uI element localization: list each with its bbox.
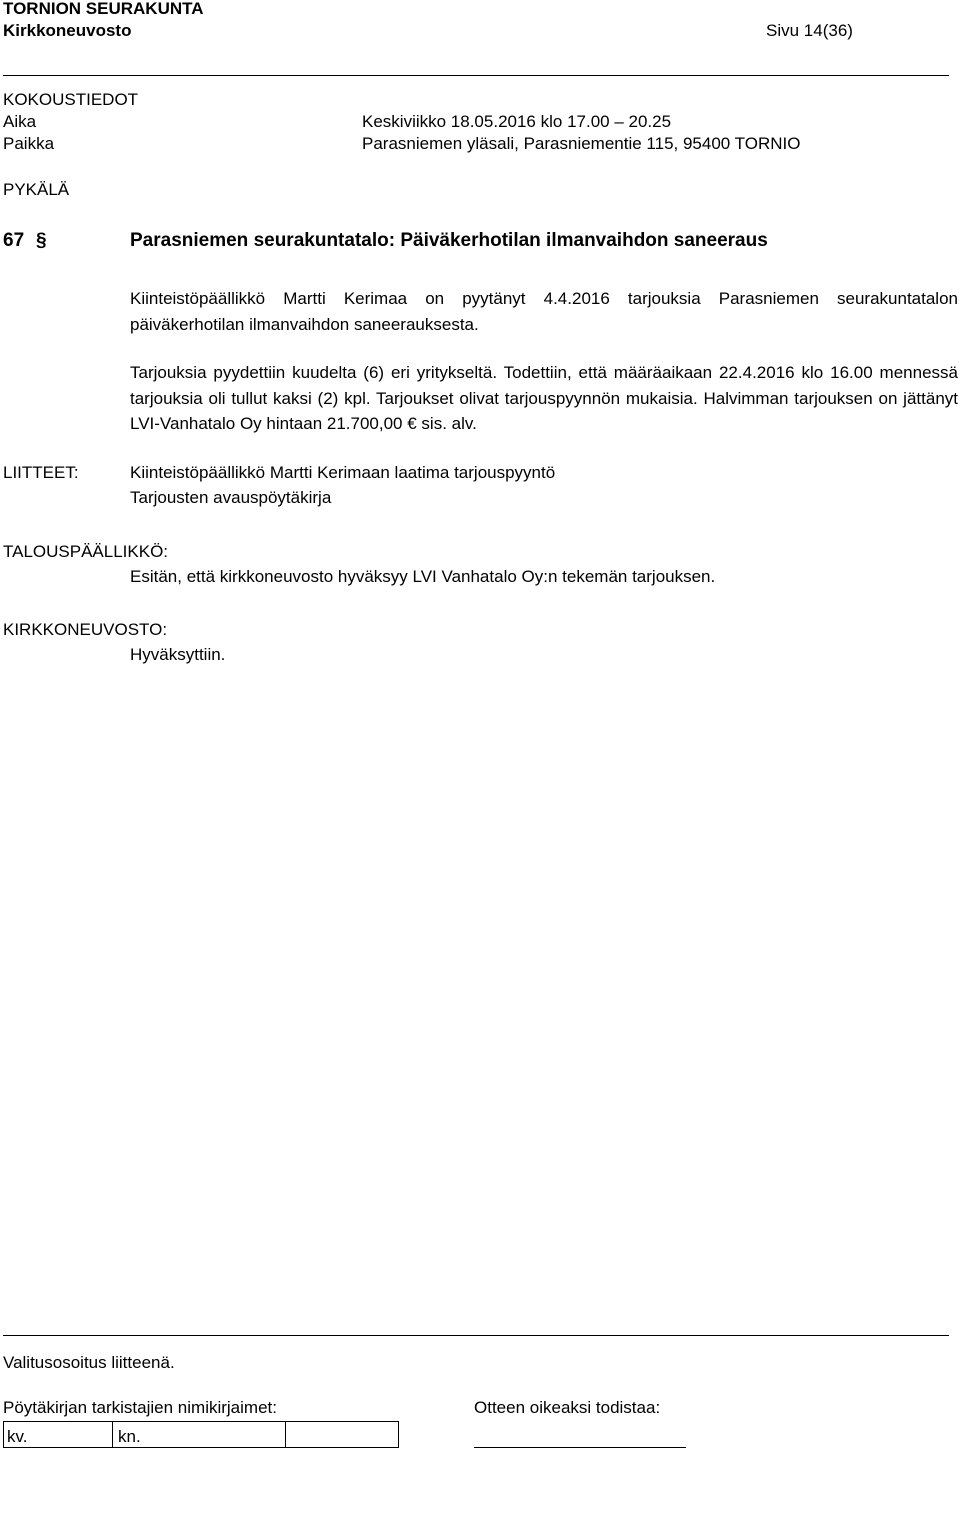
- decision-text: Hyväksyttiin.: [130, 645, 226, 664]
- attachments-label: LIITTEET:: [3, 463, 79, 482]
- initials-box-kn-label: kn.: [118, 1427, 141, 1446]
- initials-box-empty: [285, 1421, 399, 1448]
- governing-body-name: Kirkkoneuvosto: [3, 21, 132, 40]
- meeting-info-title: KOKOUSTIEDOT: [3, 90, 139, 109]
- appeal-instructions: Valitusosoitus liitteenä.: [3, 1353, 175, 1372]
- body-paragraph-offers: Tarjouksia pyydettiin kuudelta (6) eri yritykseltä. Todettiin, että määräaikaan 22.4.2016 klo 16.00 mennessä tarjouksia oli tullut kaksi (2) kpl. Tarjoukset olivat tarjouspyynnön mukaisia. Halvimman tarjouksen on jättänyt LVI-Vanhatalo Oy hintaan 21.700,00 € sis. alv.: [130, 363, 958, 433]
- certification-signature-line: [474, 1447, 686, 1448]
- attachment-item: Tarjousten avauspöytäkirja: [130, 488, 332, 507]
- header-divider: [3, 75, 949, 76]
- place-value: Parasniemen yläsali, Parasniementie 115, 95400 TORNIO: [362, 134, 801, 153]
- attachment-item: Kiinteistöpäällikkö Martti Kerimaan laatima tarjouspyyntö: [130, 463, 556, 482]
- time-label: Aika: [3, 112, 37, 131]
- footer-divider: [3, 1335, 949, 1336]
- initials-box-kv-label: kv.: [7, 1427, 28, 1446]
- time-value: Keskiviikko 18.05.2016 klo 17.00 ‒ 20.25: [362, 112, 672, 131]
- section-label: PYKÄLÄ: [3, 180, 70, 199]
- section-number: 67: [3, 230, 25, 251]
- proposal-text: Esitän, että kirkkoneuvosto hyväksyy LVI Vanhatalo Oy:n tekemän tarjouksen.: [130, 567, 716, 586]
- place-label: Paikka: [3, 134, 55, 153]
- organization-name: TORNION SEURAKUNTA: [3, 0, 204, 18]
- section-symbol: §: [36, 230, 47, 251]
- decision-label: KIRKKONEUVOSTO:: [3, 620, 168, 639]
- section-title: Parasniemen seurakuntatalo: Päiväkerhotilan ilmanvaihdon saneeraus: [130, 230, 768, 251]
- proposal-label: TALOUSPÄÄLLIKKÖ:: [3, 542, 169, 561]
- certified-label: Otteen oikeaksi todistaa:: [474, 1398, 661, 1417]
- page-number: Sivu 14(36): [766, 21, 853, 40]
- body-paragraph-request: Kiinteistöpäällikkö Martti Kerimaa on pyytänyt 4.4.2016 tarjouksia Parasniemen seurakuntatalon päiväkerhotilan ilmanvaihdon saneerauksesta.: [130, 289, 958, 334]
- initials-label: Pöytäkirjan tarkistajien nimikirjaimet:: [3, 1398, 277, 1417]
